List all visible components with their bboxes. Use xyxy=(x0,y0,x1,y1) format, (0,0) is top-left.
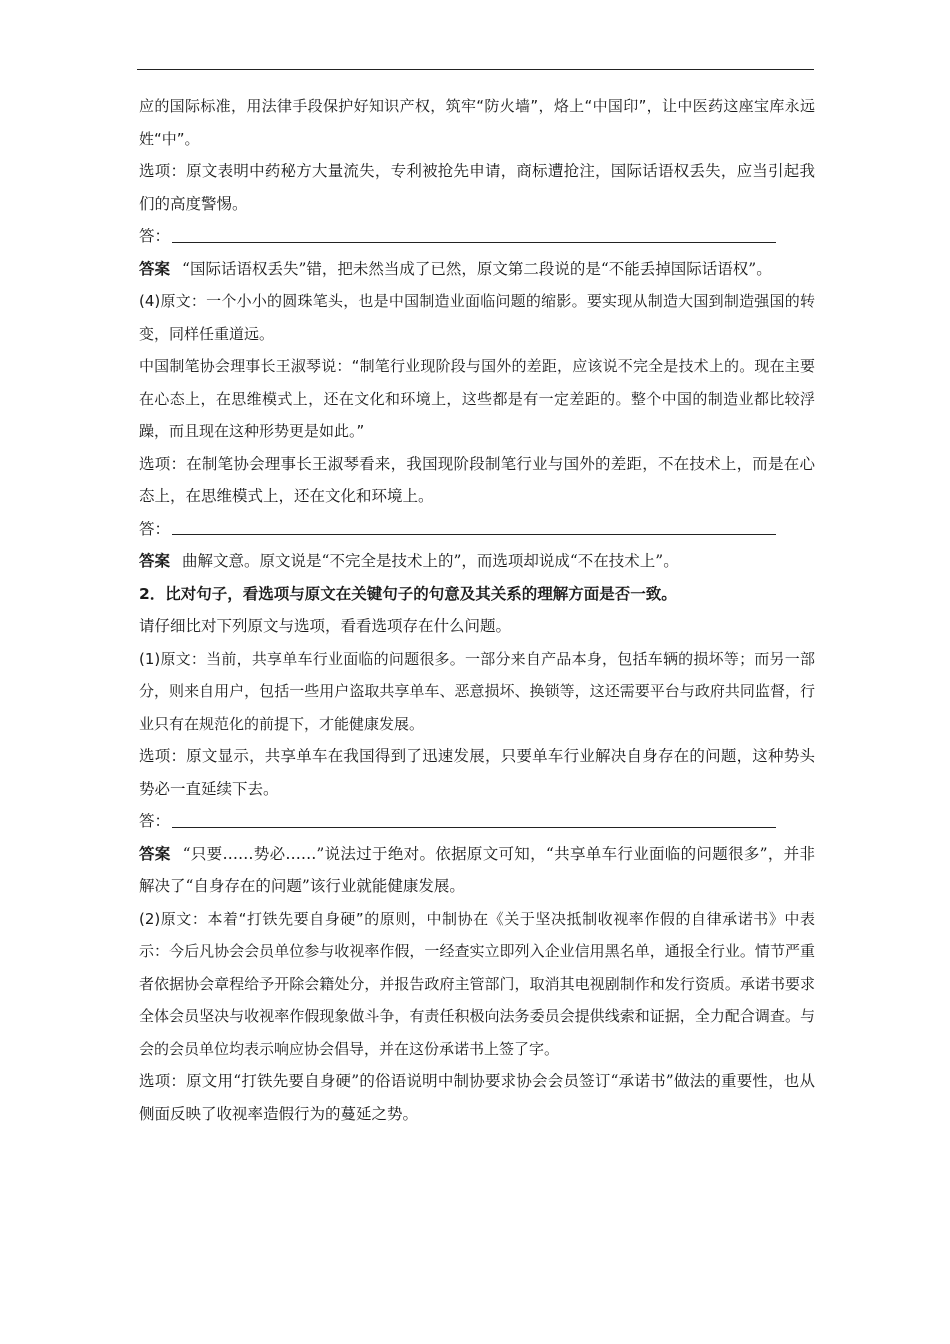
header-rule xyxy=(137,69,814,70)
answer-paragraph xyxy=(139,545,815,578)
original-text-paragraph: (1)原文：当前，共享单车行业面临的问题很多。一部分来自产品本身，包括车辆的损坏等；而另一部分，则来自用户，包括一些用户盗取共享单车、恶意损坏、换锁等，这还需要平台与政府共同监督，行业只有在规范化的前提下，才能健康发展。 xyxy=(139,649,815,733)
answer-label: 答案 xyxy=(139,552,171,570)
answer-fill-line[interactable] xyxy=(172,242,776,243)
answer-prompt: 答： xyxy=(139,227,171,245)
answer-text: “国际话语权丢失”错，把未然当成了已然，原文第二段说的是“不能丢掉国际话语权”。 xyxy=(182,259,772,278)
answer-prompt: 答： xyxy=(139,812,171,830)
option-paragraph: 选项：原文表明中药秘方大量流失，专利被抢先申请，商标遭抢注，国际话语权丢失，应当引起我们的高度警惕。 xyxy=(139,162,815,213)
original-text-paragraph: (4)原文：一个小小的圆珠笔头，也是中国制造业面临问题的缩影。要实现从制造大国到制造强国的转变，同样任重道远。 xyxy=(139,292,815,343)
original-text-paragraph: 应的国际标准，用法律手段保护好知识产权，筑牢“防火墙”，烙上“中国印”，让中医药这座宝库永远姓“中”。 xyxy=(139,97,815,148)
answer-label: 答案 xyxy=(139,844,171,863)
answer-blank xyxy=(139,220,815,253)
section-heading: 2．比对句子，看选项与原文在关键句子的句意及其关系的理解方面是否一致。 xyxy=(139,584,677,603)
answer-fill-line[interactable] xyxy=(172,827,776,828)
answer-paragraph xyxy=(139,253,815,286)
answer-text: 曲解文意。原文说是“不完全是技术上的”，而选项却说成“不在技术上”。 xyxy=(182,552,679,570)
option-paragraph: 选项：原文显示，共享单车在我国得到了迅速发展，只要单车行业解决自身存在的问题，这种势头势必一直延续下去。 xyxy=(139,747,815,798)
answer-fill-line[interactable] xyxy=(172,534,776,535)
document-body xyxy=(139,90,815,1130)
answer-text: “只要……势必……”说法过于绝对。依据原文可知，“共享单车行业面临的问题很多”，并非解决了“自身存在的问题”该行业就能健康发展。 xyxy=(139,844,815,895)
answer-blank xyxy=(139,513,815,546)
option-paragraph: 选项：在制笔协会理事长王淑琴看来，我国现阶段制笔行业与国外的差距，不在技术上，而是在心态上，在思维模式上，还在文化和环境上。 xyxy=(139,454,815,505)
option-paragraph: 选项：原文用“打铁先要自身硬”的俗语说明中制协要求协会会员签订“承诺书”做法的重要性，也从侧面反映了收视率造假行为的蔓延之势。 xyxy=(139,1072,815,1123)
answer-blank xyxy=(139,805,815,838)
answer-paragraph xyxy=(139,838,815,903)
original-text-paragraph: (2)原文：本着“打铁先要自身硬”的原则，中制协在《关于坚决抵制收视率作假的自律承诺书》中表示：今后凡协会会员单位参与收视率作假，一经查实立即列入企业信用黑名单，通报全行业。情节严重者依据协会章程给予开除会籍处分，并报告政府主管部门，取消其电视剧制作和发行资质。承诺书要求全体会员坚决与收视率作假现象做斗争，有责任积极向法务委员会提供线索和证据，全力配合调查。与会的会员单位均表示响应协会倡导，并在这份承诺书上签了字。 xyxy=(139,909,815,1058)
answer-label: 答案 xyxy=(139,259,171,278)
original-text-paragraph: 中国制笔协会理事长王淑琴说：“制笔行业现阶段与国外的差距，应该说不完全是技术上的。现在主要在心态上，在思维模式上，还在文化和环境上，这些都是有一定差距的。整个中国的制造业都比较浮躁，而且现在这种形势更是如此。” xyxy=(139,357,815,440)
instruction-paragraph: 请仔细比对下列原文与选项，看看选项存在什么问题。 xyxy=(139,617,512,635)
answer-prompt: 答： xyxy=(139,519,171,538)
